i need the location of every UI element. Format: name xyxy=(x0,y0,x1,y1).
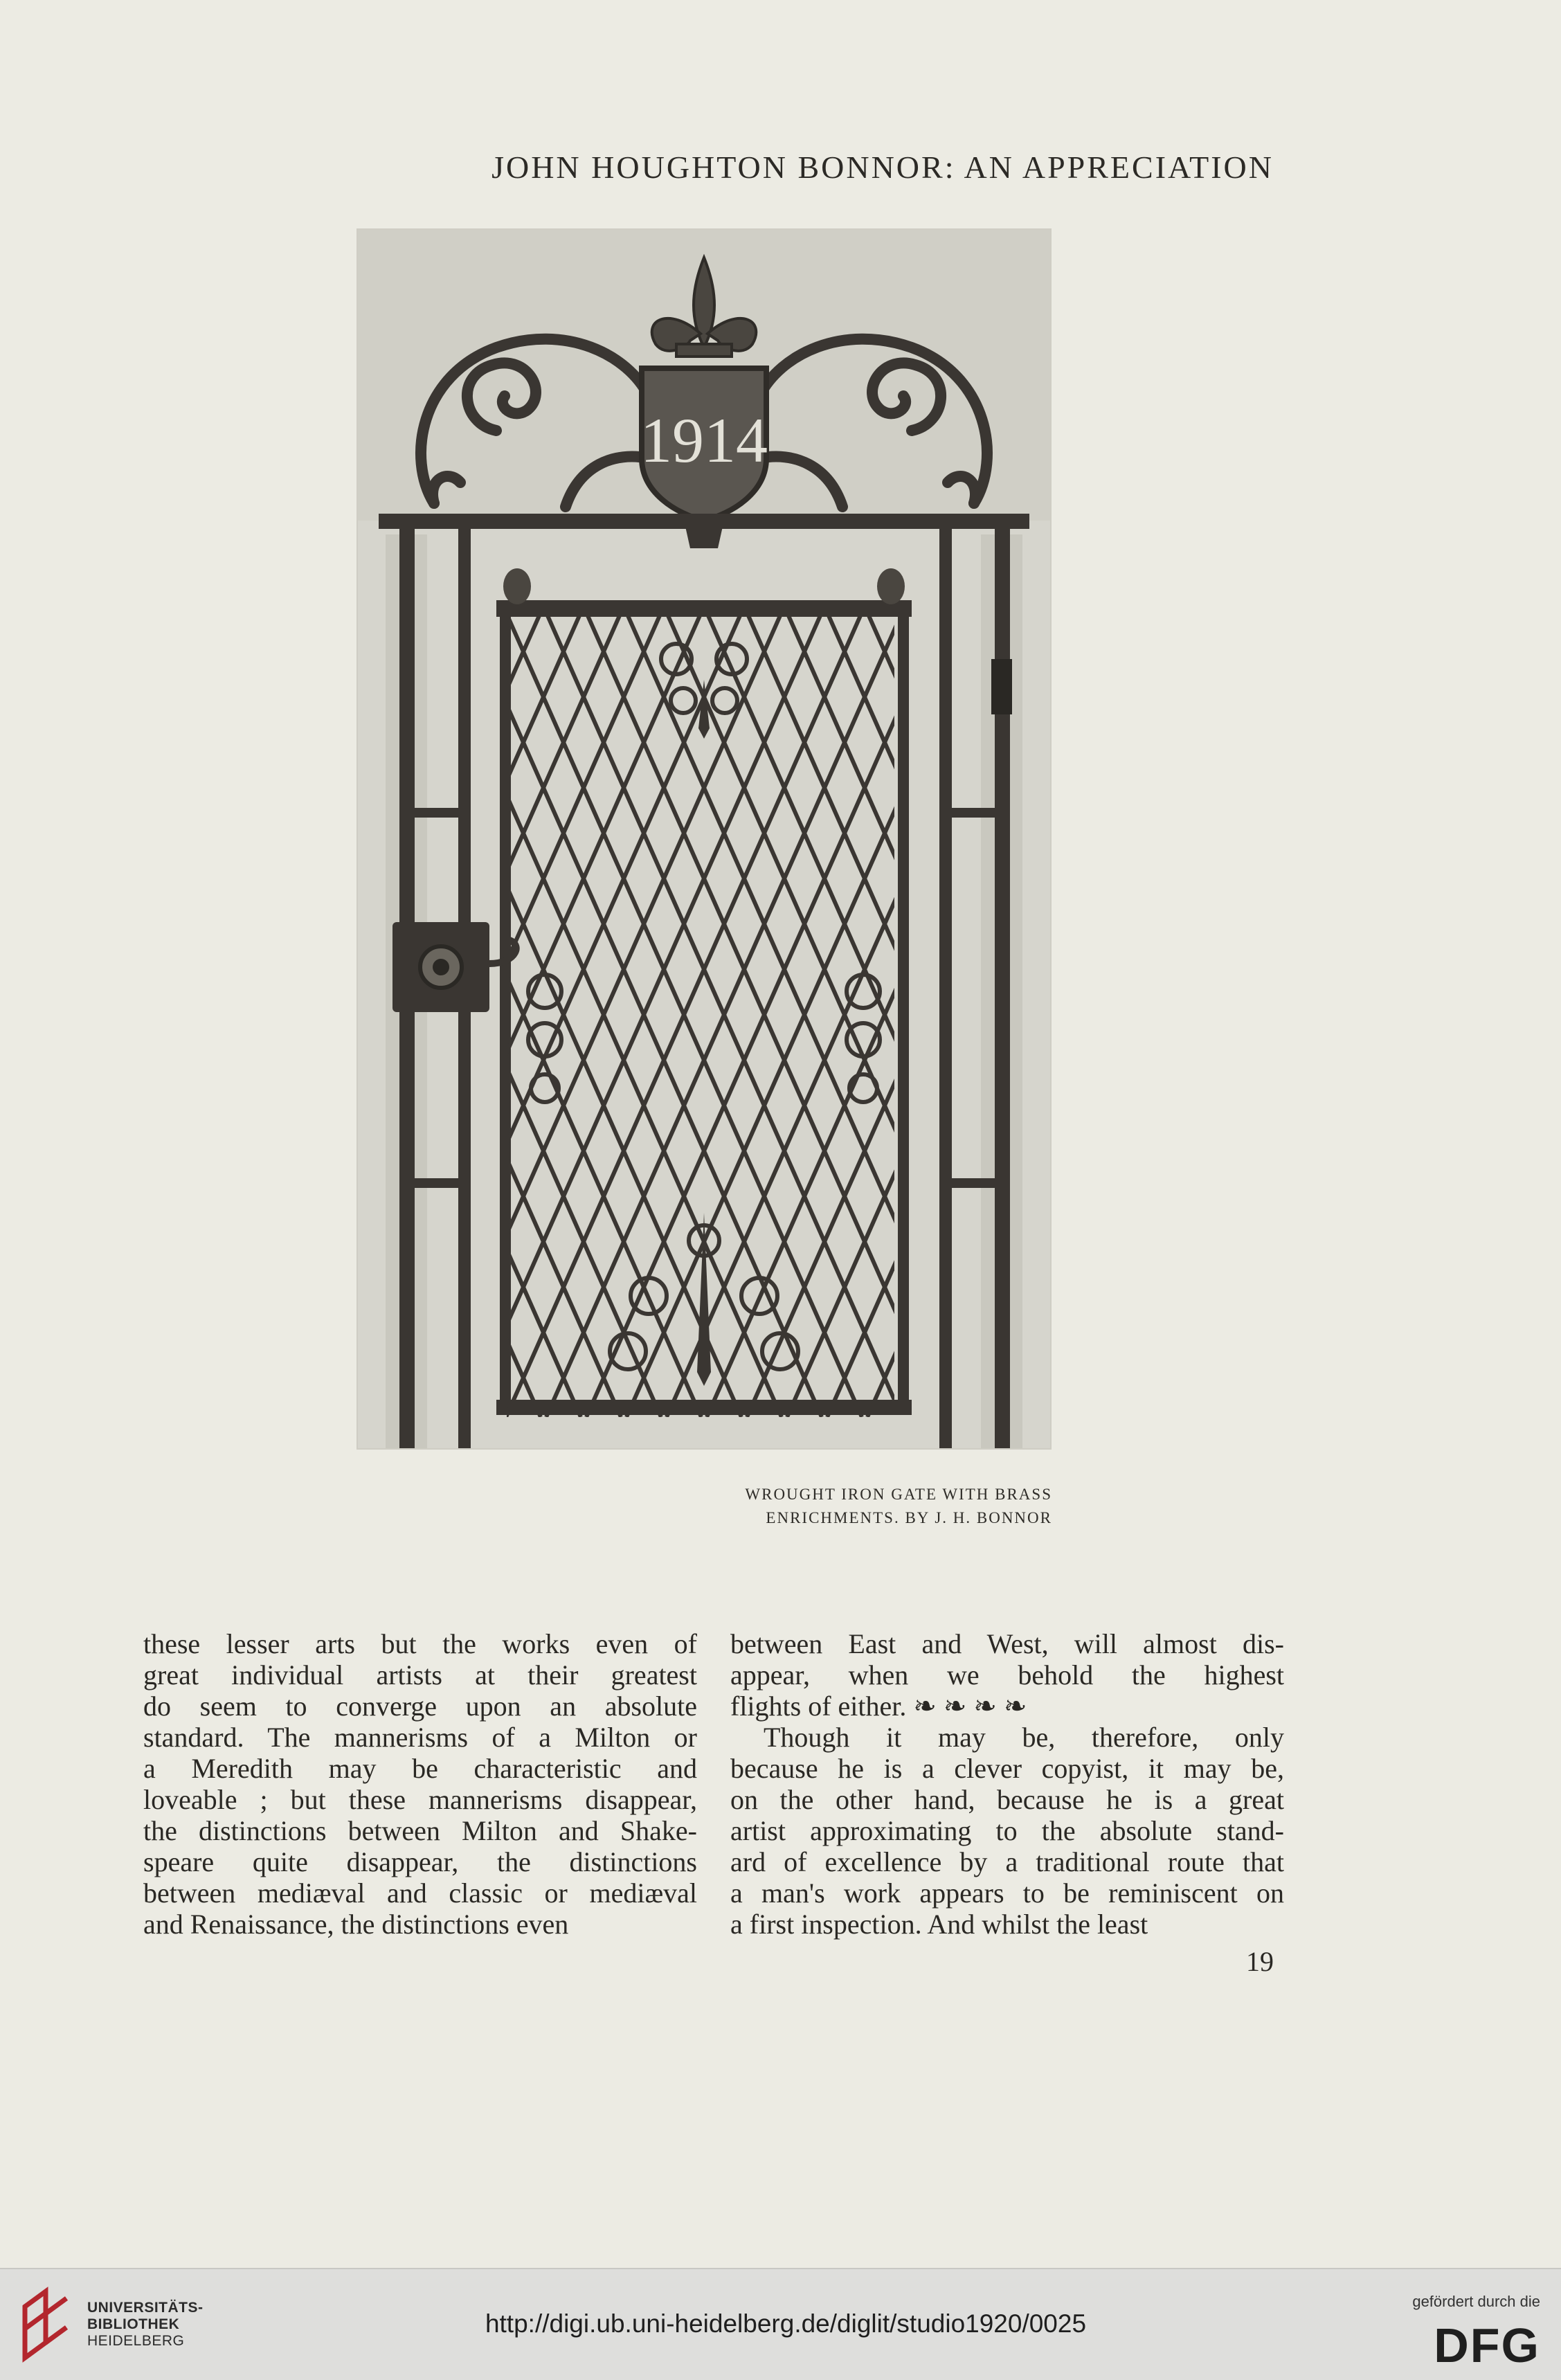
library-name-line: HEIDELBERG xyxy=(87,2333,185,2349)
permalink-url[interactable]: http://digi.ub.uni-heidelberg.de/diglit/studio1920/0025 xyxy=(485,2309,1087,2338)
text-line: between East and West, will almost dis- xyxy=(730,1628,1284,1659)
text-line: the distinctions between Milton and Shake- xyxy=(143,1815,697,1846)
text-column-right xyxy=(730,1628,1284,1940)
text-line: artist approximating to the absolute stand- xyxy=(730,1815,1284,1846)
text-line: ard of excellence by a traditional route that xyxy=(730,1846,1284,1877)
text-line: standard. The mannerisms of a Milton or xyxy=(143,1722,697,1753)
text-line: great individual artists at their greatest xyxy=(143,1659,697,1691)
text-line: and Renaissance, the distinctions even xyxy=(143,1909,569,1940)
digital-library-footer xyxy=(0,2268,1561,2380)
dfg-logo: DFG xyxy=(1434,2318,1540,2372)
text-line: Though it may be, therefore, only xyxy=(764,1722,1284,1753)
text-line: flights of either. ❧ ❧ ❧ ❧ xyxy=(730,1691,1027,1722)
gate-photograph xyxy=(357,228,1052,1450)
text-line: between mediæval and classic or mediæval xyxy=(143,1877,697,1909)
library-name xyxy=(87,2300,204,2350)
text-line: a Meredith may be characteristic and xyxy=(143,1753,697,1784)
library-name-line: BIBLIOTHEK xyxy=(87,2316,180,2332)
text-line: these lesser arts but the works even of xyxy=(143,1628,697,1659)
plate-caption xyxy=(623,1483,1052,1530)
text-line: a first inspection. And whilst the least xyxy=(730,1909,1148,1940)
wrought-iron-gate-illustration xyxy=(358,230,1050,1448)
caption-line: WROUGHT IRON GATE WITH BRASS xyxy=(745,1486,1052,1503)
caption-line: ENRICHMENTS. BY J. H. BONNOR xyxy=(766,1509,1052,1526)
shield-date: 1914 xyxy=(640,405,768,476)
text-line: appear, when we behold the highest xyxy=(730,1659,1284,1691)
text-line: loveable ; but these mannerisms disappear, xyxy=(143,1784,697,1815)
text-line: do seem to converge upon an absolute xyxy=(143,1691,697,1722)
text-line: speare quite disappear, the distinctions xyxy=(143,1846,697,1877)
page-number: 19 xyxy=(1246,1946,1274,1977)
funding-note: gefördert durch die xyxy=(1412,2293,1540,2310)
library-logo-icon xyxy=(18,2286,73,2363)
text-line: a man's work appears to be reminiscent on xyxy=(730,1877,1284,1909)
text-column-left xyxy=(143,1628,697,1940)
library-name-line: UNIVERSITÄTS- xyxy=(87,2300,204,2316)
text-line: on the other hand, because he is a great xyxy=(730,1784,1284,1815)
running-head: JOHN HOUGHTON BONNOR: AN APPRECIATION xyxy=(491,150,1274,185)
text-line: because he is a clever copyist, it may be, xyxy=(730,1753,1284,1784)
